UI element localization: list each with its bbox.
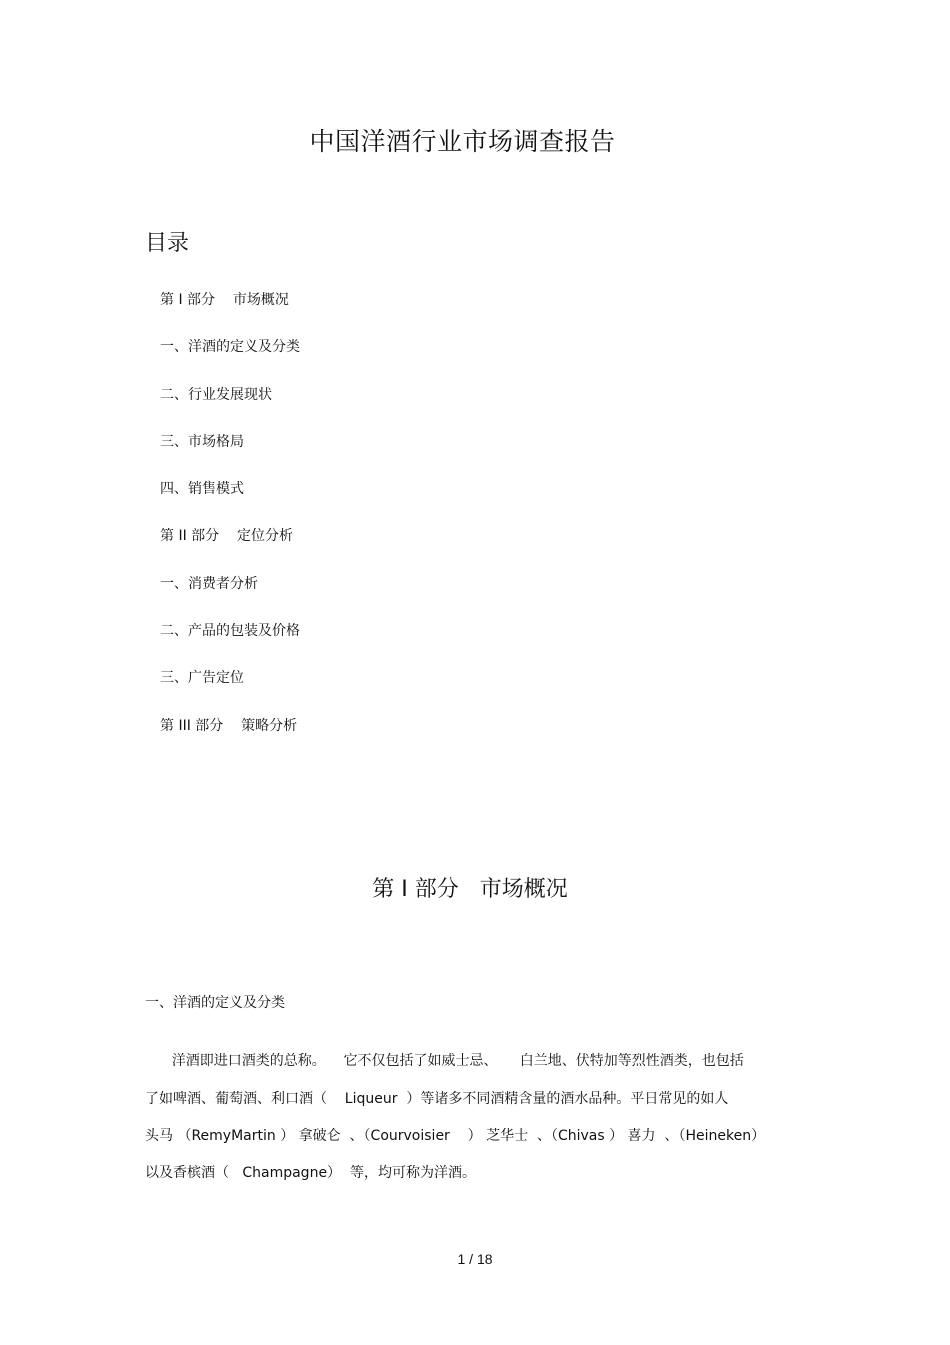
toc-item-industry-status[interactable]: 二、行业发展现状 (160, 386, 272, 403)
paragraph-line: 头马 （RemyMartin ） 拿破仑 、（Courvoisier ） 芝华士 、（Chivas ） 喜力 、（Heineken） (145, 1128, 766, 1144)
paragraph-line: 了如啤酒、葡萄酒、利口酒（ Liqueur ）等诸多不同酒精含量的酒水品种。平日常见的如人 (145, 1091, 729, 1107)
part-title: 第 I 部分 市场概况 (372, 877, 568, 902)
document-title: 中国洋酒行业市场调查报告 (309, 127, 616, 156)
table-of-contents (160, 289, 300, 762)
toc-item-sales-model[interactable]: 四、销售模式 (160, 481, 244, 498)
paragraph-line: 洋酒即进口酒类的总称。 它不仅包括了如威士忌、 白兰地、伏特加等烈性酒类，也包括 (145, 1053, 744, 1069)
toc-item-part1[interactable]: 第 I 部分 市场概况 (160, 292, 289, 308)
toc-item-definition[interactable]: 一、洋酒的定义及分类 (160, 339, 300, 356)
paragraph-line: 以及香槟酒（ Champagne） 等，均可称为洋酒。 (145, 1165, 476, 1181)
toc-item-part3[interactable]: 第 III 部分 策略分析 (160, 717, 298, 734)
page-number: 1 / 18 (457, 1251, 493, 1267)
toc-item-ad-positioning[interactable]: 三、广告定位 (160, 670, 244, 687)
toc-item-market-structure[interactable]: 三、市场格局 (160, 433, 244, 450)
toc-item-part2[interactable]: 第 II 部分 定位分析 (160, 528, 293, 545)
toc-heading: 目录 (145, 231, 190, 256)
section-heading: 一、洋酒的定义及分类 (145, 995, 285, 1011)
toc-item-packaging-price[interactable]: 二、产品的包装及价格 (160, 623, 300, 640)
toc-item-consumer-analysis[interactable]: 一、消费者分析 (160, 575, 258, 592)
